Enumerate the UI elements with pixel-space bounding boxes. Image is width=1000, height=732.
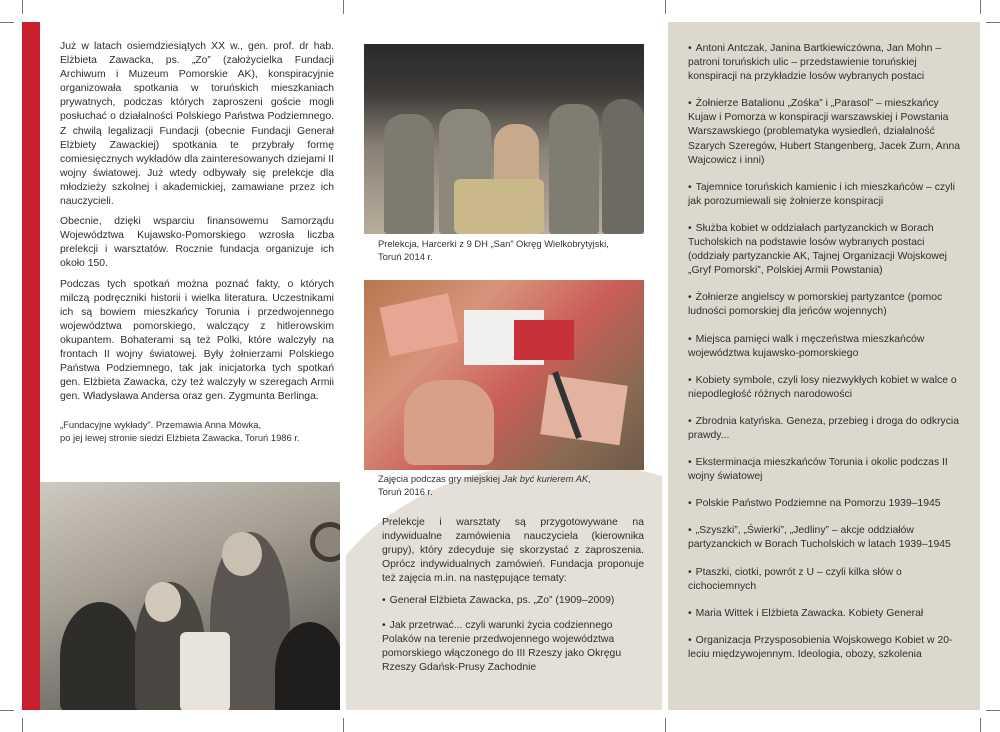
caption-line	[378, 473, 638, 486]
intro-paragraph: Prelekcje i warsztaty są przygotowywane na indywidualne zamówienia nauczyciela (kierownika grupy), który zdecyduje się skorzystać z zaproszenia. Oprócz indywidualnych zamówień. Fundacja proponuje też zajęcia m.in. na następujące tematy:	[382, 517, 644, 585]
photo-figure	[549, 104, 599, 234]
crop-mark	[343, 0, 344, 14]
bullet-icon: •	[688, 525, 692, 537]
photo-figure	[275, 622, 340, 710]
bullet-icon: •	[688, 607, 692, 619]
decorative-wheel	[310, 522, 340, 562]
bullet-icon: •	[688, 634, 692, 646]
caption-line: Toruń 2014 r.	[378, 250, 433, 262]
bullet-icon: •	[382, 619, 386, 631]
crop-mark	[0, 710, 14, 711]
photo-figure	[60, 602, 140, 710]
workshop-info	[382, 516, 644, 685]
photo-figure	[384, 114, 434, 234]
photo-card	[404, 380, 494, 465]
middle-panel	[346, 22, 662, 710]
topic-item	[688, 497, 968, 511]
paragraph: Podczas tych spotkań można poznać fakty, o których milczą podręczniki historii i wielka literatura. Uczestnikami ich są bowiem mieszkańcy Torunia i przedwojennego województwa pomorskiego, walczący z hitlerowskim okupantem. Bohaterami są też Polki, które walczyły na frontach II wojny światowej. Były żołnierzami Polskiego Państwa Podziemnego, tak jak inicjatorka tych spotkań gen. Elżbieta Zawacka, czy też walczyły w szeregach Armii gen. Władysława Andersa oraz gen. Zygmunta Berlinga.	[60, 278, 334, 403]
crop-mark	[986, 710, 1000, 711]
topic-text: „Szyszki”, „Świerki”, „Jedliny” – akcje oddziałów partyzanckich w Borach Tucholskich w latach 1939–1945	[688, 525, 951, 551]
crop-mark	[343, 718, 344, 732]
topic-text: Jak przetrwać... czyli warunki życia codziennego Polaków na terenie przedwojennego województwa pomorskiego włączonego do III Rzeszy jako Okręgu Rzeszy Gdańsk-Prusy Zachodnie	[382, 619, 622, 673]
topic-text: Tajemnice toruńskich kamienic i ich mieszkańców – czyli jak porozumiewali się żołnierze konspiracji	[688, 181, 955, 207]
bullet-icon: •	[688, 222, 692, 234]
topic-text: Eksterminacja mieszkańców Torunia i okolic podczas II wojny światowej	[688, 457, 948, 483]
topic-item	[688, 566, 968, 594]
caption-title: Jak być kurierem AK	[502, 473, 589, 484]
bullet-icon: •	[688, 566, 692, 578]
topics-list	[688, 42, 968, 675]
topic-text: Ptaszki, ciotki, powrót z U – czyli kilka słów o cichociemnych	[688, 566, 902, 592]
photo-figure	[145, 582, 181, 622]
photo-figure	[454, 179, 544, 234]
crop-mark	[980, 0, 981, 14]
crop-mark	[980, 718, 981, 732]
photo-caption	[60, 418, 340, 444]
topic-item	[688, 97, 968, 167]
bullet-icon: •	[688, 98, 692, 110]
crop-mark	[0, 22, 14, 23]
crop-mark	[986, 22, 1000, 23]
photo-card	[514, 320, 574, 360]
photo-card	[380, 293, 459, 356]
topic-text: Zbrodnia katyńska. Geneza, przebieg i droga do odkrycia prawdy...	[688, 415, 960, 441]
crop-mark	[22, 0, 23, 14]
caption-text: ,	[588, 473, 591, 484]
topic-item	[688, 634, 968, 662]
topic-text: Żołnierze angielscy w pomorskiej partyzantce (pomoc ludności pomorskiej dla jeńców wojennych)	[688, 292, 943, 318]
photo-figure	[222, 532, 262, 576]
topic-item	[382, 594, 644, 608]
crop-mark	[22, 718, 23, 732]
topic-text: Żołnierze Batalionu „Zośka” i „Parasol” – mieszkańcy Kujaw i Pomorza w konspiracji warszawskiej i Powstania Warszawskiego (problematyka wysiedleń, działalność Szarych Szeregów, Hubert Stangenberg, Jacek Zurn, Anna Wajcowicz i inni)	[688, 98, 961, 166]
accent-red-strip	[22, 22, 40, 710]
bullet-icon: •	[688, 498, 692, 510]
topic-text: Generał Elżbieta Zawacka, ps. „Zo” (1909–2009)	[389, 595, 615, 607]
photo-caption	[378, 473, 638, 498]
courier-game-photo	[364, 280, 644, 470]
topic-text: Miejsca pamięci walk i męczeństwa mieszkańców województwa kujawsko-pomorskiego	[688, 333, 925, 359]
crop-mark	[665, 0, 666, 14]
bullet-icon: •	[688, 415, 692, 427]
topic-text: Służba kobiet w oddziałach partyzanckich w Borach Tucholskich na podstawie losów wybranych postaci (oddziały partyzanckie AK, Tajnej Organizacji Wojskowej „Gryf Pomorski”, Polskiej Armii Powstania)	[688, 222, 947, 277]
photo-caption	[378, 238, 638, 263]
bullet-icon: •	[382, 595, 386, 607]
topic-item	[688, 374, 968, 402]
photo-figure	[180, 632, 230, 710]
topic-text: Antoni Antczak, Janina Bartkiewiczówna, Jan Mohn – patroni toruńskich ulic – przedstawienie toruńskiej konspiracji na przykładzie losów wybranych postaci	[688, 43, 942, 83]
caption-line: po jej lewej stronie siedzi Elżbieta Zawacka, Toruń 1986 r.	[60, 432, 300, 443]
intro-text	[60, 40, 334, 410]
topic-item	[688, 456, 968, 484]
caption-text: Zajęcia podczas gry miejskiej	[378, 473, 503, 484]
topic-item	[382, 619, 644, 675]
right-panel	[668, 22, 980, 710]
bullet-icon: •	[688, 292, 692, 304]
photo-figure	[602, 99, 644, 234]
topic-item	[688, 333, 968, 361]
left-panel	[40, 22, 340, 710]
topic-text: Kobiety symbole, czyli losy niezwykłych kobiet w walce o niepodległość różnych narodowości	[688, 374, 957, 400]
topic-item	[688, 181, 968, 209]
topic-item	[688, 222, 968, 278]
topic-text: Maria Wittek i Elżbieta Zawacka. Kobiety Generał	[695, 607, 924, 619]
topic-item	[688, 607, 968, 621]
bullet-icon: •	[688, 374, 692, 386]
topic-item	[688, 291, 968, 319]
topic-text: Organizacja Przysposobienia Wojskowego Kobiet w 20-leciu międzywojennym. Ideologia, obozy, szkolenia	[688, 634, 953, 660]
scouts-lecture-photo	[364, 44, 644, 234]
photo-card	[540, 375, 628, 446]
caption-line: Toruń 2016 r.	[378, 485, 433, 497]
crop-mark	[665, 718, 666, 732]
topic-text: Polskie Państwo Podziemne na Pomorzu 1939–1945	[695, 498, 941, 510]
paragraph: Obecnie, dzięki wsparciu finansowemu Samorządu Województwa Kujawsko-Pomorskiego wzrosła liczba prelekcji i warsztatów. Rocznie fundacja organizuje ich około 150.	[60, 216, 334, 270]
caption-line: „Fundacyjne wykłady”. Przemawia Anna Mówka,	[60, 419, 262, 430]
topic-item	[688, 415, 968, 443]
bullet-icon: •	[688, 333, 692, 345]
bullet-icon: •	[688, 181, 692, 193]
topic-item	[688, 524, 968, 552]
caption-line: Prelekcja, Harcerki z 9 DH „San” Okręg Wielkobrytyjski,	[378, 238, 609, 249]
bullet-icon: •	[688, 43, 692, 54]
bullet-icon: •	[688, 457, 692, 469]
topic-item	[688, 42, 968, 84]
paragraph: Już w latach osiemdziesiątych XX w., gen. prof. dr hab. Elżbieta Zawacka, ps. „Zo” (założycielka Fundacji Archiwum i Muzeum Pomorskie AK), konspiracyjnie organizowała spotkania w toruńskich mieszkaniach prywatnych, podczas których zaproszeni goście mogli posłuchać o działalności Polskiego Państwa Podziemnego. Z chwilą legalizacji Fundacji (obecnie Fundacji Generał Elżbiety Zawackiej) spotkania te przybrały formę comiesięcznych wykładów dla zainteresowanych dziejami II wojny światowej. Już wtedy odbywały się prelekcje dla młodzieży szkolnej i akademickiej, zamawiane przez ich nauczycieli.	[60, 41, 334, 208]
historical-lecture-photo	[40, 482, 340, 710]
